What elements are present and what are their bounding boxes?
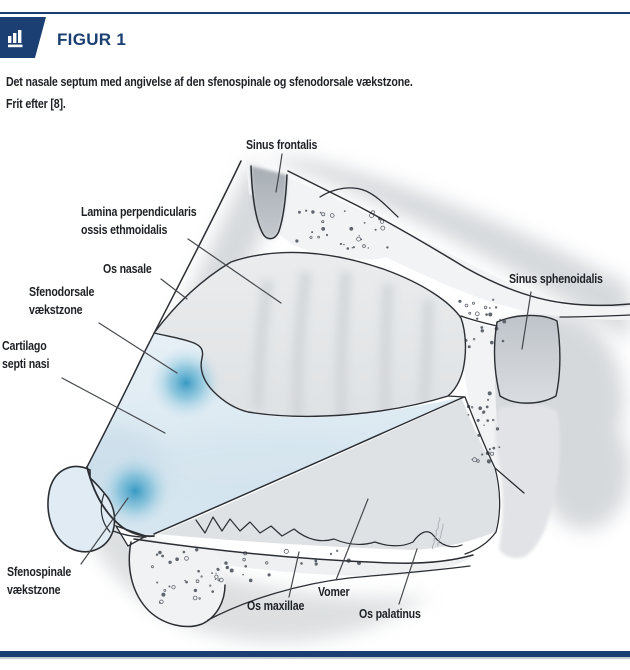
label-sfenodorsale-vaekstzone: Sfenodorsale vækstzone [29, 285, 95, 317]
sfenodorsale-growth-zone [148, 345, 224, 421]
label-os-maxillae: Os maxillae [247, 599, 305, 613]
bottom-bar-accent [0, 657, 630, 659]
label-os-nasale: Os nasale [103, 262, 152, 276]
label-sinus-sphenoidalis: Sinus sphenoidalis [509, 272, 603, 286]
figure-title: FIGUR 1 [57, 30, 127, 49]
maxilla-lobe [129, 542, 225, 626]
label-lamina-perpendicularis: Lamina perpendicularis ossis ethmoidalis [81, 205, 197, 237]
caption-line-2: Frit efter [8]. [6, 96, 66, 111]
label-os-palatinus: Os palatinus [359, 607, 421, 621]
label-cartilago-septi-nasi: Cartilago septi nasi [2, 339, 50, 371]
sinus-sphenoidalis-shape [495, 315, 560, 403]
leader-os-palatinus [399, 549, 417, 604]
label-sinus-frontalis: Sinus frontalis [246, 138, 318, 152]
label-vomer: Vomer [318, 585, 350, 599]
label-sfenospinale-vaekstzone: Sfenospinale vækstzone [7, 565, 72, 597]
caption-line-1: Det nasale septum med angivelse af den sfenospinale og sfenodorsale vækstzone. [6, 74, 413, 89]
pterygoid-shape [495, 404, 560, 558]
